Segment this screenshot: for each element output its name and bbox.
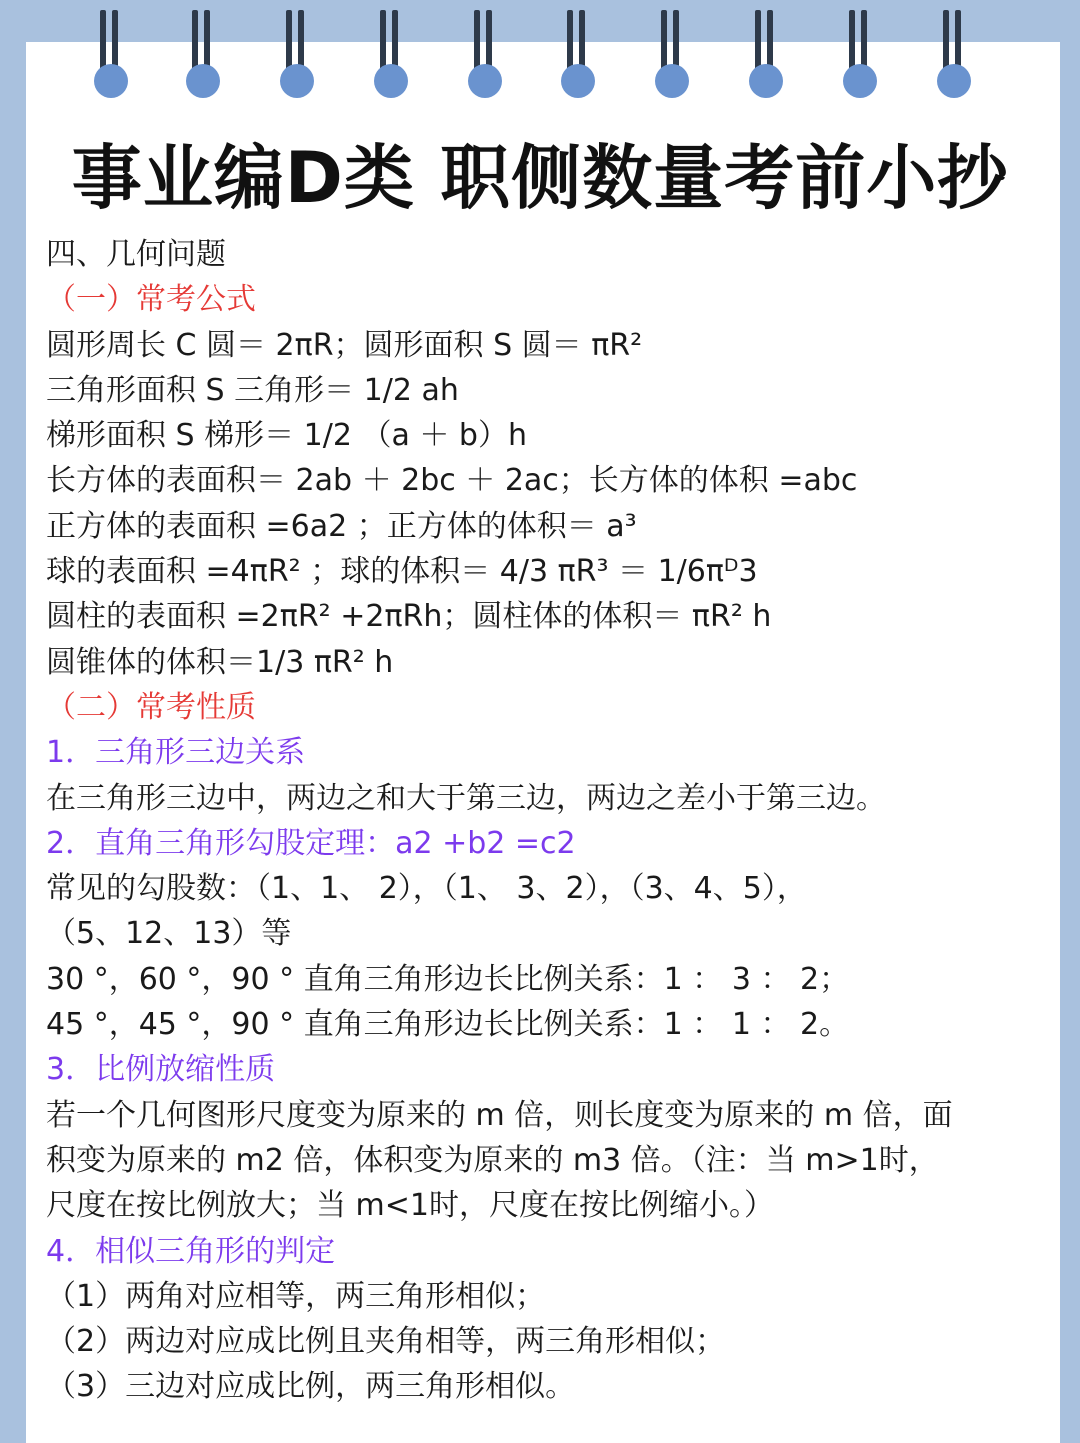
note-line: （2）两边对应成比例且夹角相等，两三角形相似； (46, 1324, 726, 1360)
note-line: 圆锥体的体积＝1/3 πR² h (46, 644, 394, 680)
note-line: 球的表面积 =4πR² ；球的体积＝ 4/3 πR³ ＝ 1/6πᴰ3 (46, 554, 758, 590)
note-line: 在三角形三边中，两边之和大于第三边，两边之差小于第三边。 (46, 780, 886, 816)
binder-ring-icon (182, 0, 222, 110)
binder-ring-icon (557, 0, 597, 110)
binder-ring-icon (370, 0, 410, 110)
binder-ring-icon (651, 0, 691, 110)
note-line: 3．比例放缩性质 (46, 1052, 276, 1088)
note-line: 常见的勾股数：（1、1、 2），（1、 3、2），（3、4、5）， (46, 871, 807, 907)
page-title: 事业编D类 职侧数量考前小抄 (71, 137, 1009, 219)
note-line: 30 °，60 °，90 ° 直角三角形边长比例关系：1 ： 3 ： 2； (46, 961, 850, 997)
binder-ring-icon (745, 0, 785, 110)
note-line: 梯形面积 S 梯形＝ 1/2 （a ＋ b）h (46, 418, 527, 454)
notes-content (46, 232, 1046, 1410)
binder-ring-icon (933, 0, 973, 110)
note-line: 积变为原来的 m2 倍，体积变为原来的 m3 倍。（注：当 m>1时， (46, 1142, 939, 1178)
note-line: 若一个几何图形尺度变为原来的 m 倍，则长度变为原来的 m 倍，面 (46, 1097, 953, 1133)
note-line: 长方体的表面积＝ 2ab ＋ 2bc ＋ 2ac；长方体的体积 =abc (46, 463, 858, 499)
note-line: （5、12、13）等 (46, 916, 292, 952)
binder-ring-icon (464, 0, 504, 110)
note-line: （1）两角对应相等，两三角形相似； (46, 1278, 546, 1314)
note-line: 4．相似三角形的判定 (46, 1233, 336, 1269)
note-line: 45 °，45 °，90 ° 直角三角形边长比例关系：1 ： 1 ： 2。 (46, 1007, 850, 1043)
note-line: 四、几何问题 (46, 237, 226, 272)
note-line: 2．直角三角形勾股定理：a2 +b2 =c2 (46, 825, 576, 861)
note-line: （3）三边对应成比例，两三角形相似。 (46, 1369, 576, 1405)
note-line: 尺度在按比例放大；当 m<1时，尺度在按比例缩小。） (46, 1188, 774, 1224)
note-line: 圆形周长 C 圆＝ 2πR；圆形面积 S 圆＝ πR² (46, 327, 643, 363)
binder-ring-icon (839, 0, 879, 110)
note-line: （二）常考性质 (46, 689, 256, 725)
note-line: 正方体的表面积 =6a2 ；正方体的体积＝ a³ (46, 508, 637, 544)
note-line: （一）常考公式 (46, 282, 256, 318)
note-line: 圆柱的表面积 =2πR² +2πRh；圆柱体的体积＝ πR² h (46, 599, 772, 635)
binder-ring-icon (90, 0, 130, 110)
note-line: 1．三角形三边关系 (46, 735, 306, 771)
note-line: 三角形面积 S 三角形＝ 1/2 ah (46, 372, 459, 408)
binder-ring-icon (276, 0, 316, 110)
